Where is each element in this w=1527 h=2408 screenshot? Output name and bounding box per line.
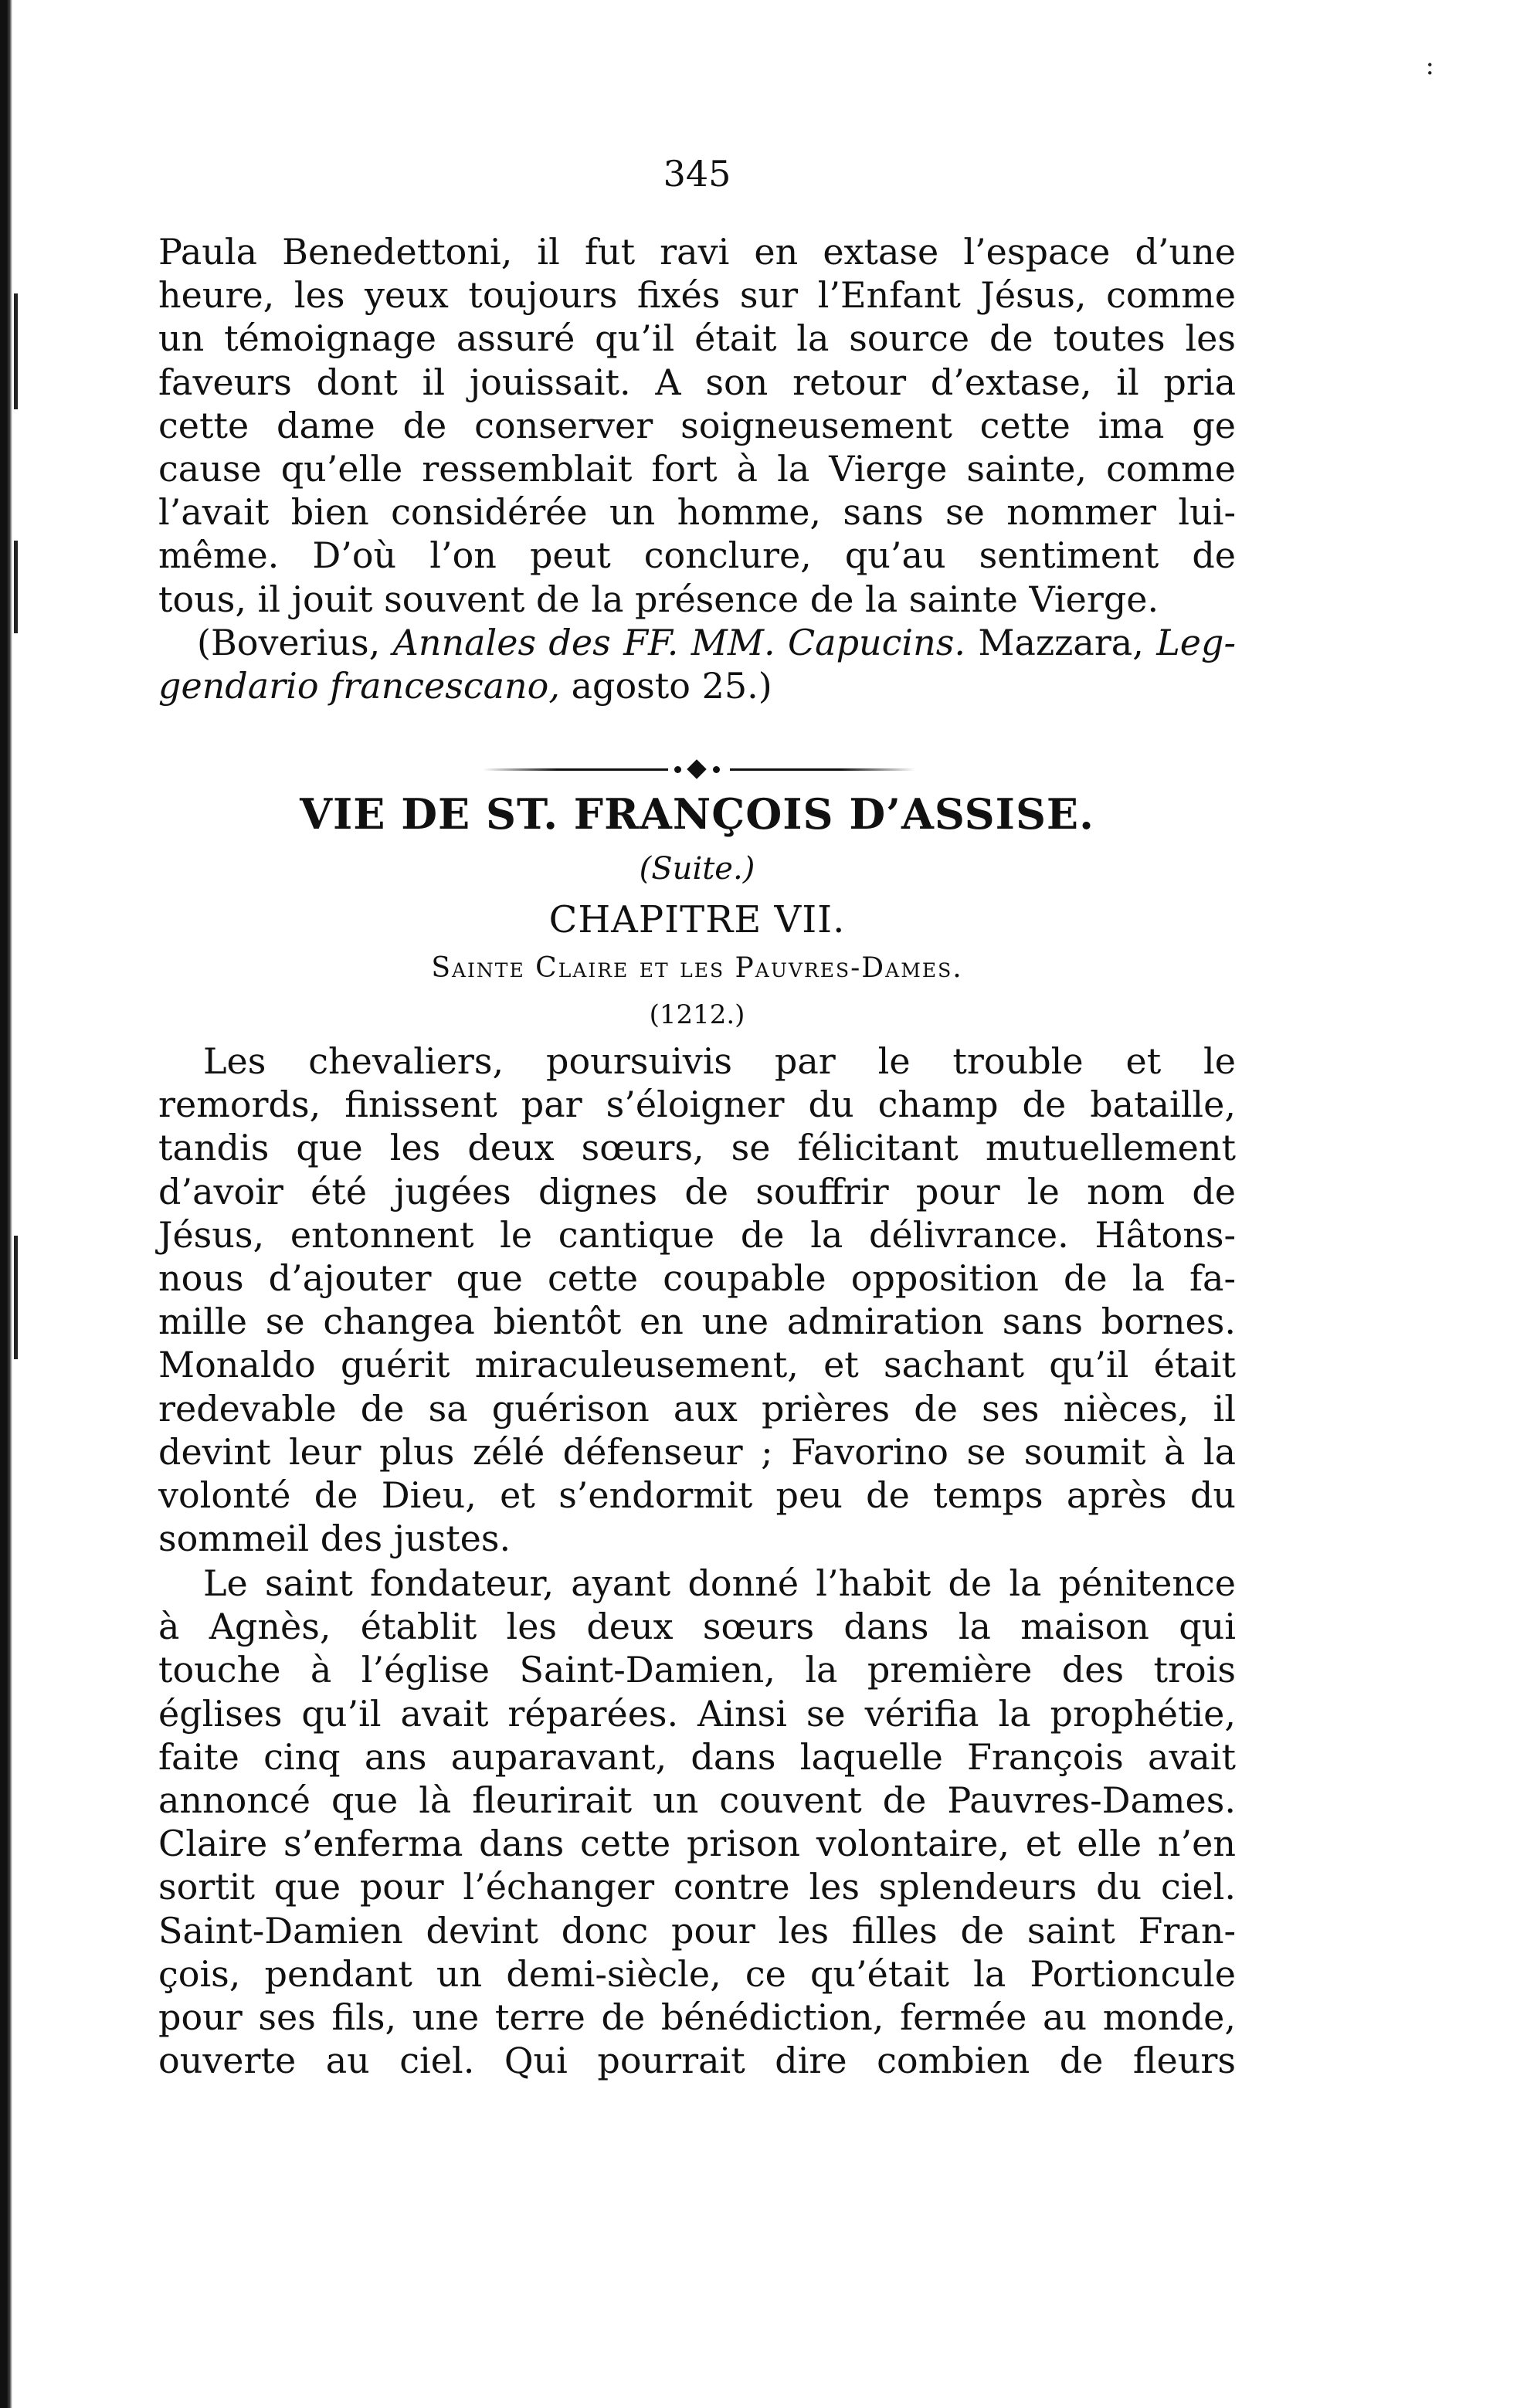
text-line: faite cinq ans auparavant, dans laquelle François avait <box>158 1735 1236 1778</box>
reference-text: (Boverius, <box>197 622 393 663</box>
reference-title: gendario francescano, <box>158 665 560 707</box>
paragraph-2 <box>158 1562 1236 2082</box>
intro-paragraph <box>158 230 1236 621</box>
reference-title: Annales des FF. MM. Capucins. <box>392 622 966 663</box>
section-suite: (Suite.) <box>639 851 755 887</box>
text-line: Claire s’enferma dans cette prison volontaire, et elle n’en <box>158 1823 1236 1865</box>
text-line: Monaldo guérit miraculeusement, et sachant qu’il était <box>158 1344 1236 1386</box>
text-line: un témoignage assuré qu’il était la source de toutes les <box>158 317 1236 360</box>
chapter-year: (1212.) <box>649 999 745 1030</box>
text-line: Saint-Damien devint donc pour les filles de saint Fran- <box>158 1909 1236 1952</box>
text-line: ouverte au ciel. Qui pourrait dire combien de fleurs <box>158 2040 1236 2082</box>
text-line: même. D’où l’on peut conclure, qu’au sentiment de <box>158 534 1236 577</box>
text-line: redevable de sa guérison aux prières de ses nièces, il <box>158 1387 1236 1430</box>
text-line: cette dame de conserver soigneusement cette ima ge <box>158 404 1236 446</box>
text-line: sommeil des justes. <box>158 1518 511 1560</box>
text-line: faveurs dont il jouissait. A son retour d’extase, il pria <box>158 361 1236 403</box>
text-line: tandis que les deux sœurs, se félicitant mutuellement <box>158 1127 1236 1169</box>
text-line: à Agnès, établit les deux sœurs dans la maison qui <box>158 1606 1236 1648</box>
text-line: tous, il jouit souvent de la présence de la sainte Vierge. <box>158 578 1159 620</box>
text-line: nous d’ajouter que cette coupable opposition de la fa- <box>158 1257 1236 1299</box>
text-line: sortit que pour l’échanger contre les splendeurs du ciel. <box>158 1866 1236 1908</box>
paragraph-1 <box>158 1040 1236 1560</box>
section-title: VIE DE ST. FRANÇOIS D’ASSISE. <box>300 789 1094 839</box>
text-line: heure, les yeux toujours fixés sur l’Enfant Jésus, comme <box>158 274 1236 317</box>
text-line: annoncé que là fleurirait un couvent de Pauvres-Dames. <box>158 1779 1236 1821</box>
text-line: remords, finissent par s’éloigner du champ de bataille, <box>158 1084 1236 1126</box>
section-ornament <box>483 761 915 779</box>
spine-mark <box>14 1236 18 1359</box>
reference-line <box>158 621 1236 664</box>
text-line: çois, pendant un demi-siècle, ce qu’était la Portioncule <box>158 1952 1236 1995</box>
reference-text: agosto 25.) <box>559 665 772 707</box>
text-line: pour ses fils, une terre de bénédiction, fermée au monde, <box>158 1996 1236 2038</box>
text-line: devint leur plus zélé défenseur ; Favorino se soumit à la <box>158 1430 1236 1473</box>
text-line: l’avait bien considérée un homme, sans se nommer lui- <box>158 491 1236 534</box>
text-line: Le saint fondateur, ayant donné l’habit de la pénitence <box>203 1562 1236 1604</box>
reference-line <box>158 664 1236 707</box>
text-line: touche à l’église Saint-Damien, la première des trois <box>158 1649 1236 1691</box>
text-line: d’avoir été jugées dignes de souffrir pour le nom de <box>158 1170 1236 1212</box>
page-number: 345 <box>663 153 731 195</box>
chapter-heading: CHAPITRE VII. <box>548 898 846 941</box>
reference-citation <box>158 621 1236 707</box>
text-line: Paula Benedettoni, il fut ravi en extase l’espace d’une <box>158 231 1236 273</box>
spine-mark <box>14 541 18 633</box>
text-line: églises qu’il avait réparées. Ainsi se vérifia la prophétie, <box>158 1692 1236 1735</box>
text-line: cause qu’elle ressemblait fort à la Vierge sainte, comme <box>158 447 1236 490</box>
text-line: volonté de Dieu, et s’endormit peu de temps après du <box>158 1474 1236 1516</box>
reference-title: Leg- <box>1156 622 1237 663</box>
reference-text: Mazzara, <box>965 622 1157 663</box>
spine-mark <box>14 293 18 409</box>
text-line: mille se changea bientôt en une admiration sans bornes. <box>158 1301 1236 1343</box>
corner-mark: : <box>1425 50 1434 81</box>
chapter-subtitle: Sainte Claire et les Pauvres-Dames. <box>431 952 963 984</box>
text-line: Jésus, entonnent le cantique de la délivrance. Hâtons- <box>158 1213 1236 1256</box>
text-line: Les chevaliers, poursuivis par le trouble et le <box>203 1040 1236 1082</box>
book-spine-shadow <box>0 0 12 2408</box>
